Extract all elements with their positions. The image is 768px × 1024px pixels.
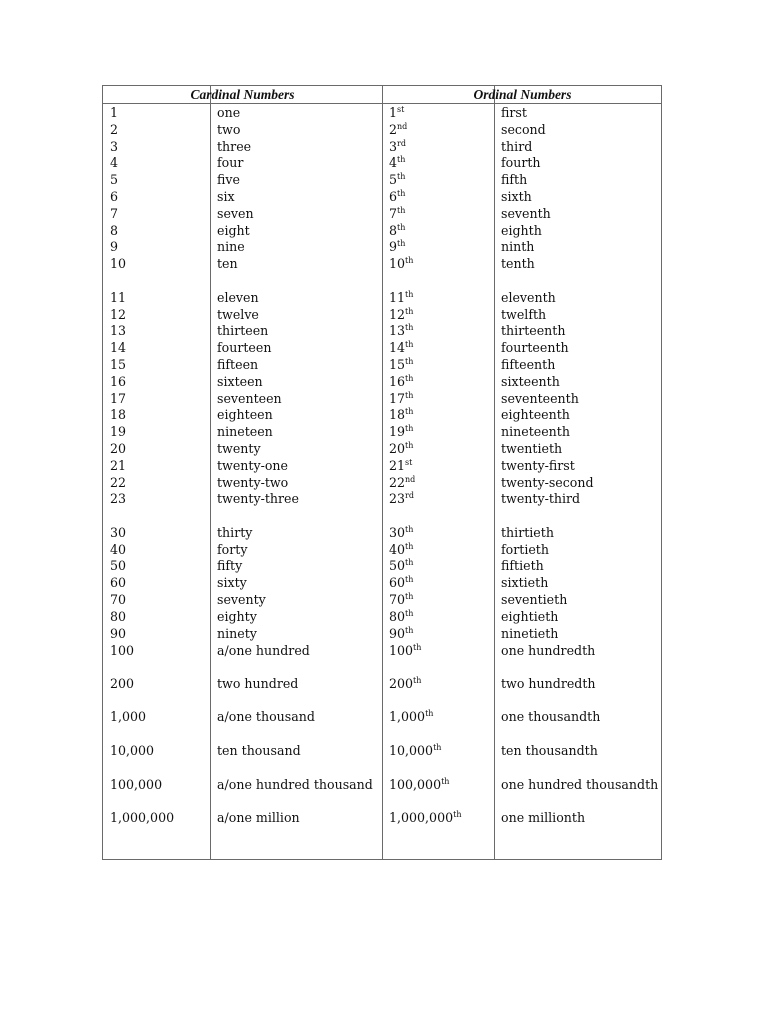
cardinal-word: nineteen	[217, 424, 273, 439]
ordinal-number: 14	[389, 340, 406, 355]
ordinal-numeral	[389, 391, 413, 407]
table-row	[103, 189, 663, 206]
cardinal-word: fifteen	[217, 357, 259, 372]
cardinal-word: eight	[217, 223, 250, 238]
table-row	[103, 323, 663, 340]
table-row	[103, 810, 663, 827]
table-row	[103, 575, 663, 592]
ordinal-numeral	[389, 155, 405, 171]
cardinal-word: eighty	[217, 609, 257, 624]
cardinal-word: thirty	[217, 525, 253, 540]
ordinal-word: eleventh	[501, 290, 556, 305]
ordinal-number: 2	[389, 122, 398, 137]
ordinal-numeral	[389, 676, 421, 692]
ordinal-numeral	[389, 441, 413, 457]
ordinal-suffix: th	[405, 340, 414, 349]
table-row	[103, 609, 663, 626]
ordinal-word: one hundred thousandth	[501, 777, 659, 792]
ordinal-word: seventeenth	[501, 391, 579, 406]
cardinal-numeral: 9	[110, 239, 119, 254]
ordinal-suffix: th	[405, 441, 414, 450]
ordinal-numeral	[389, 239, 405, 255]
ordinal-number: 40	[389, 542, 406, 557]
ordinal-number: 12	[389, 307, 406, 322]
cardinal-word: twenty-one	[217, 458, 288, 473]
cardinal-numeral: 8	[110, 223, 119, 238]
ordinal-word: two hundredth	[501, 676, 596, 691]
ordinal-suffix: th	[397, 206, 406, 215]
ordinal-suffix: th	[405, 357, 414, 366]
ordinal-word: fifth	[501, 172, 528, 187]
ordinal-word: fourth	[501, 155, 541, 170]
table-row	[103, 307, 663, 324]
ordinal-word: fiftieth	[501, 558, 544, 573]
ordinal-word: sixtieth	[501, 575, 549, 590]
cardinal-word: three	[217, 139, 252, 154]
ordinal-word: one thousandth	[501, 709, 601, 724]
ordinal-numeral	[389, 810, 461, 826]
cardinal-word: nine	[217, 239, 245, 254]
cardinal-word: ten thousand	[217, 743, 301, 758]
ordinal-suffix: th	[405, 407, 414, 416]
ordinal-suffix: th	[405, 626, 414, 635]
cardinal-numeral: 11	[110, 290, 127, 305]
cardinal-numeral: 20	[110, 441, 127, 456]
cardinal-word: twenty-three	[217, 491, 299, 506]
ordinal-suffix: th	[413, 676, 422, 685]
ordinal-numeral	[389, 643, 421, 659]
cardinal-word: five	[217, 172, 240, 187]
table-row	[103, 340, 663, 357]
cardinal-numeral: 17	[110, 391, 127, 406]
number-table	[102, 85, 662, 860]
ordinal-numeral	[389, 340, 413, 356]
ordinal-word: fortieth	[501, 542, 549, 557]
cardinal-numeral: 100	[110, 643, 135, 658]
ordinal-numeral	[389, 206, 405, 222]
cardinal-word: a/one thousand	[217, 709, 315, 724]
cardinal-numeral: 16	[110, 374, 127, 389]
ordinal-numeral	[389, 122, 407, 138]
ordinal-numeral	[389, 307, 413, 323]
ordinal-number: 5	[389, 172, 398, 187]
ordinal-numeral	[389, 525, 413, 541]
cardinal-word: seventeen	[217, 391, 282, 406]
cardinal-numeral: 1	[110, 105, 119, 120]
ordinal-suffix: th	[405, 391, 414, 400]
cardinal-word: a/one hundred thousand	[217, 777, 373, 792]
cardinal-word: eighteen	[217, 407, 273, 422]
cardinal-word: a/one hundred	[217, 643, 310, 658]
ordinal-number: 13	[389, 323, 406, 338]
cardinal-word: sixteen	[217, 374, 263, 389]
ordinal-number: 6	[389, 189, 398, 204]
ordinal-number: 23	[389, 491, 406, 506]
table-row	[103, 290, 663, 307]
ordinal-numeral	[389, 172, 405, 188]
table-row	[103, 357, 663, 374]
cardinal-word: twenty-two	[217, 475, 289, 490]
table-row	[103, 424, 663, 441]
ordinal-number: 17	[389, 391, 406, 406]
ordinal-numeral	[389, 290, 413, 306]
ordinal-number: 200	[389, 676, 414, 691]
ordinal-suffix: th	[413, 643, 422, 652]
cardinal-numeral: 4	[110, 155, 119, 170]
ordinal-number: 18	[389, 407, 406, 422]
ordinal-number: 1,000	[389, 709, 426, 724]
cardinal-numeral: 30	[110, 525, 127, 540]
ordinal-numeral	[389, 139, 406, 155]
ordinal-numeral	[389, 491, 414, 507]
table-row	[103, 122, 663, 139]
table-row	[103, 374, 663, 391]
ordinal-word: fourteenth	[501, 340, 569, 355]
ordinal-word: tenth	[501, 256, 535, 271]
ordinal-word: sixteenth	[501, 374, 560, 389]
table-row	[103, 391, 663, 408]
table-row	[103, 777, 663, 794]
ordinal-suffix: th	[405, 256, 414, 265]
ordinal-number: 70	[389, 592, 406, 607]
cardinal-numeral: 3	[110, 139, 119, 154]
cardinal-numeral: 1,000	[110, 709, 147, 724]
cardinal-word: sixty	[217, 575, 247, 590]
ordinal-numeral	[389, 558, 413, 574]
ordinal-numeral	[389, 458, 412, 474]
cardinal-numeral: 100,000	[110, 777, 163, 792]
cardinal-word: seven	[217, 206, 254, 221]
table-row	[103, 105, 663, 122]
ordinal-word: seventieth	[501, 592, 568, 607]
ordinal-numeral	[389, 592, 413, 608]
ordinal-number: 3	[389, 139, 398, 154]
ordinal-suffix: th	[405, 525, 414, 534]
table-row	[103, 172, 663, 189]
table-row	[103, 458, 663, 475]
ordinal-word: fifteenth	[501, 357, 556, 372]
ordinal-suffix: th	[405, 609, 414, 618]
cardinal-word: forty	[217, 542, 248, 557]
ordinal-number: 19	[389, 424, 406, 439]
ordinal-suffix: th	[405, 424, 414, 433]
cardinal-word: ten	[217, 256, 238, 271]
ordinal-number: 60	[389, 575, 406, 590]
ordinal-number: 10,000	[389, 743, 434, 758]
cardinal-numeral: 12	[110, 307, 127, 322]
ordinal-word: twenty-first	[501, 458, 575, 473]
ordinal-suffix: nd	[397, 122, 408, 131]
cardinal-numeral: 10,000	[110, 743, 155, 758]
cardinal-numeral: 19	[110, 424, 127, 439]
ordinal-number: 20	[389, 441, 406, 456]
ordinal-suffix: nd	[405, 475, 416, 484]
table-row	[103, 643, 663, 660]
ordinal-suffix: th	[397, 239, 406, 248]
cardinal-numeral: 13	[110, 323, 127, 338]
ordinal-suffix: th	[397, 155, 406, 164]
table-row	[103, 139, 663, 156]
cardinal-word: two hundred	[217, 676, 299, 691]
ordinal-suffix: th	[453, 810, 462, 819]
cardinal-numeral: 21	[110, 458, 127, 473]
ordinal-word: ninetieth	[501, 626, 559, 641]
table-row	[103, 592, 663, 609]
cardinal-numeral: 70	[110, 592, 127, 607]
ordinal-numeral	[389, 777, 449, 793]
table-row	[103, 223, 663, 240]
cardinal-numeral: 1,000,000	[110, 810, 175, 825]
ordinal-number: 15	[389, 357, 406, 372]
ordinal-numeral	[389, 626, 413, 642]
cardinal-word: four	[217, 155, 244, 170]
cardinal-word: fourteen	[217, 340, 272, 355]
ordinal-word: twentieth	[501, 441, 563, 456]
cardinal-word: six	[217, 189, 235, 204]
cardinal-word: two	[217, 122, 241, 137]
table-row	[103, 525, 663, 542]
ordinal-numeral	[389, 743, 441, 759]
ordinal-suffix: th	[405, 290, 414, 299]
ordinal-numeral	[389, 105, 404, 121]
table-row	[103, 491, 663, 508]
ordinal-numeral	[389, 374, 413, 390]
table-row	[103, 441, 663, 458]
ordinal-suffix: th	[405, 558, 414, 567]
ordinal-word: second	[501, 122, 546, 137]
ordinal-word: seventh	[501, 206, 551, 221]
table-row	[103, 155, 663, 172]
cardinal-numeral: 50	[110, 558, 127, 573]
ordinal-number: 90	[389, 626, 406, 641]
ordinal-number: 11	[389, 290, 406, 305]
cardinal-word: seventy	[217, 592, 266, 607]
ordinal-number: 1	[389, 105, 398, 120]
ordinal-suffix: th	[405, 307, 414, 316]
ordinal-number: 4	[389, 155, 398, 170]
ordinal-suffix: rd	[405, 491, 414, 500]
cardinal-numeral: 7	[110, 206, 119, 221]
cardinal-numeral: 60	[110, 575, 127, 590]
ordinal-word: eighteenth	[501, 407, 570, 422]
ordinal-word: one hundredth	[501, 643, 596, 658]
cardinal-numeral: 22	[110, 475, 127, 490]
ordinal-suffix: th	[433, 743, 442, 752]
cardinal-numeral: 10	[110, 256, 127, 271]
ordinal-numeral	[389, 609, 413, 625]
ordinal-numeral	[389, 357, 413, 373]
ordinal-number: 100,000	[389, 777, 442, 792]
ordinal-number: 16	[389, 374, 406, 389]
cardinal-numeral: 6	[110, 189, 119, 204]
ordinal-number: 8	[389, 223, 398, 238]
ordinal-word: thirtieth	[501, 525, 554, 540]
ordinal-number: 21	[389, 458, 406, 473]
ordinal-number: 9	[389, 239, 398, 254]
ordinal-suffix: th	[425, 709, 434, 718]
ordinal-suffix: th	[397, 223, 406, 232]
ordinal-number: 7	[389, 206, 398, 221]
ordinal-suffix: st	[405, 458, 413, 467]
ordinal-suffix: th	[405, 592, 414, 601]
ordinal-word: eighth	[501, 223, 542, 238]
ordinal-numeral	[389, 475, 415, 491]
ordinal-suffix: th	[405, 542, 414, 551]
ordinal-word: ninth	[501, 239, 535, 254]
ordinal-word: ten thousandth	[501, 743, 598, 758]
ordinal-suffix: th	[441, 777, 450, 786]
table-row	[103, 676, 663, 693]
table-row	[103, 709, 663, 726]
cardinal-word: twelve	[217, 307, 259, 322]
ordinal-numeral	[389, 424, 413, 440]
ordinal-numeral	[389, 407, 413, 423]
ordinal-suffix: th	[397, 189, 406, 198]
ordinal-word: twenty-third	[501, 491, 581, 506]
cardinal-numeral: 200	[110, 676, 135, 691]
cardinal-word: one	[217, 105, 241, 120]
table-row	[103, 256, 663, 273]
cardinal-numeral: 14	[110, 340, 127, 355]
ordinal-number: 80	[389, 609, 406, 624]
ordinal-suffix: th	[405, 575, 414, 584]
ordinal-word: twelfth	[501, 307, 547, 322]
table-row	[103, 558, 663, 575]
ordinal-number: 50	[389, 558, 406, 573]
table-row	[103, 206, 663, 223]
cardinal-numeral: 2	[110, 122, 119, 137]
ordinal-numeral	[389, 575, 413, 591]
cardinal-numeral: 18	[110, 407, 127, 422]
cardinal-numeral: 23	[110, 491, 127, 506]
ordinal-numeral	[389, 189, 405, 205]
header-divider	[103, 103, 661, 104]
ordinal-number: 100	[389, 643, 414, 658]
ordinal-word: nineteenth	[501, 424, 570, 439]
cardinal-numeral: 90	[110, 626, 127, 641]
ordinal-word: sixth	[501, 189, 532, 204]
cardinal-header: Cardinal Numbers	[190, 87, 295, 102]
ordinal-word: thirteenth	[501, 323, 566, 338]
table-row	[103, 239, 663, 256]
ordinal-number: 1,000,000	[389, 810, 454, 825]
cardinal-numeral: 80	[110, 609, 127, 624]
ordinal-number: 22	[389, 475, 406, 490]
cardinal-word: fifty	[217, 558, 243, 573]
ordinal-suffix: th	[405, 374, 414, 383]
table-row	[103, 407, 663, 424]
table-row	[103, 475, 663, 492]
ordinal-word: eightieth	[501, 609, 559, 624]
ordinal-numeral	[389, 709, 433, 725]
ordinal-word: third	[501, 139, 533, 154]
cardinal-word: a/one million	[217, 810, 300, 825]
ordinal-numeral	[389, 542, 413, 558]
cardinal-word: eleven	[217, 290, 259, 305]
ordinal-suffix: th	[397, 172, 406, 181]
ordinal-numeral	[389, 256, 413, 272]
cardinal-word: ninety	[217, 626, 257, 641]
ordinal-numeral	[389, 323, 413, 339]
table-row	[103, 626, 663, 643]
ordinal-number: 30	[389, 525, 406, 540]
ordinal-suffix: th	[405, 323, 414, 332]
ordinal-number: 10	[389, 256, 406, 271]
cardinal-numeral: 40	[110, 542, 127, 557]
cardinal-word: twenty	[217, 441, 261, 456]
ordinal-suffix: st	[397, 105, 405, 114]
cardinal-numeral: 15	[110, 357, 127, 372]
cardinal-numeral: 5	[110, 172, 119, 187]
ordinal-word: one millionth	[501, 810, 586, 825]
cardinal-word: thirteen	[217, 323, 269, 338]
ordinal-word: first	[501, 105, 527, 120]
ordinal-header: Ordinal Numbers	[473, 87, 572, 102]
table-row	[103, 743, 663, 760]
table-row	[103, 542, 663, 559]
ordinal-suffix: rd	[397, 139, 406, 148]
ordinal-numeral	[389, 223, 405, 239]
ordinal-word: twenty-second	[501, 475, 594, 490]
